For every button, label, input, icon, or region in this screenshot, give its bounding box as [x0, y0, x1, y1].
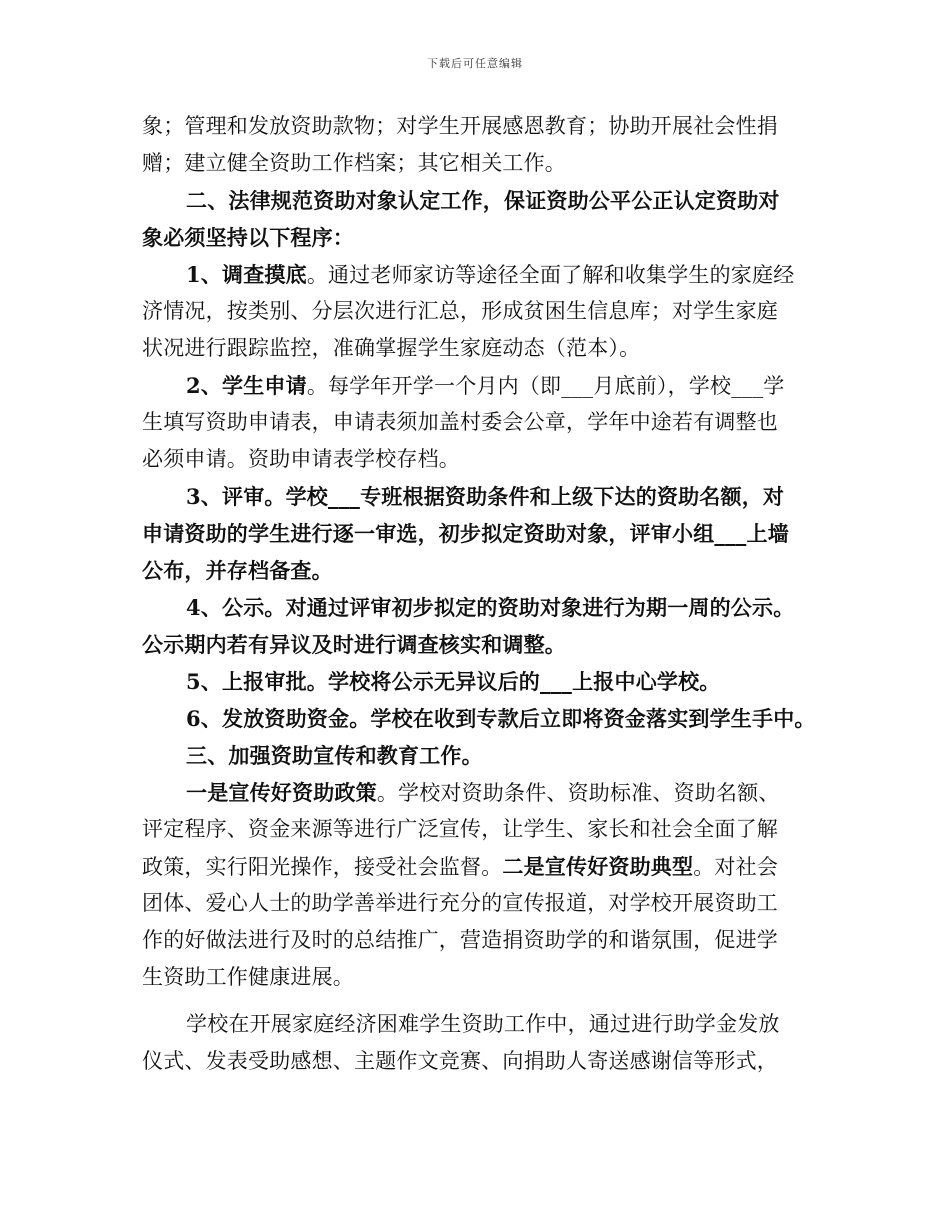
body-line: 评定程序、资金来源等进行广泛宣传，让学生、家长和社会全面了解	[142, 817, 778, 841]
bold-line: 公示期内若有异议及时进行调查核实和调整。	[142, 632, 566, 657]
body-line: 学校在开展家庭经济困难学生资助工作中，通过进行助学金发放	[186, 1012, 780, 1036]
body-line: 仪式、发表受助感想、主题作文竞赛、向捐助人寄送感谢信等形式，	[142, 1049, 778, 1073]
body-line: 生资助工作健康进展。	[142, 965, 354, 989]
body-line: 赠；建立健全资助工作档案；其它相关工作。	[142, 151, 566, 175]
item-title: 二是宣传好资助典型	[502, 854, 694, 879]
document-body	[142, 108, 816, 1080]
body-line: 必须申请。资助申请表学校存档。	[142, 447, 460, 471]
item-text: 。学校对资助条件、资助标准、资助名额、	[376, 781, 780, 805]
body-line	[142, 774, 810, 811]
bold-line: 5、上报审批。学校将公示无异议后的___上报中心学校。	[186, 669, 721, 694]
section-heading: 象必须坚持以下程序：	[142, 225, 354, 250]
body-line: 状况进行跟踪监控，准确掌握学生家庭动态（范本）。	[142, 336, 641, 360]
bold-line: 4、公示。对通过评审初步拟定的资助对象进行为期一周的公示。	[186, 595, 795, 620]
bold-line: 公布，并存档备查。	[142, 558, 333, 583]
item-text: 。每学年开学一个月内（即___月底前），学校___学	[306, 374, 785, 398]
item-title: 1、调查摸底	[186, 262, 307, 287]
section-heading: 二、法律规范资助对象认定工作，保证资助公平公正认定资助对	[186, 188, 780, 213]
item-text: 。通过老师家访等途径全面了解和收集学生的家庭经	[306, 263, 795, 287]
bold-line: 申请资助的学生进行逐一审选，初步拟定资助对象，评审小组___上墙	[142, 521, 789, 546]
body-line	[142, 367, 810, 404]
body-line	[142, 256, 810, 293]
item-title: 一是宣传好资助政策	[186, 780, 377, 805]
bold-line: 3、评审。学校___专班根据资助条件和上级下达的资助名额，对	[186, 484, 785, 509]
body-line: 济情况，按类别、分层次进行汇总，形成贫困生信息库；对学生家庭	[142, 299, 778, 323]
bold-line: 6、发放资助资金。学校在收到专款后立即将资金落实到学生手中。	[186, 706, 816, 731]
body-line	[142, 848, 810, 885]
body-line: 作的好做法进行及时的总结推广，营造捐资助学的和谐氛围，促进学	[142, 928, 778, 952]
item-text: 。对社会	[693, 855, 779, 879]
item-text: 政策，实行阳光操作，接受社会监督。	[142, 855, 503, 879]
body-line: 生填写资助申请表，申请表须加盖村委会公章，学年中途若有调整也	[142, 410, 778, 434]
body-line: 象；管理和发放资助款物；对学生开展感恩教育；协助开展社会性捐	[142, 114, 778, 138]
item-title: 2、学生申请	[186, 373, 307, 398]
section-heading: 三、加强资助宣传和教育工作。	[186, 743, 483, 768]
body-line: 团体、爱心人士的助学善举进行充分的宣传报道，对学校开展资助工	[142, 891, 778, 915]
page-header: 下载后可任意编辑	[427, 57, 523, 70]
